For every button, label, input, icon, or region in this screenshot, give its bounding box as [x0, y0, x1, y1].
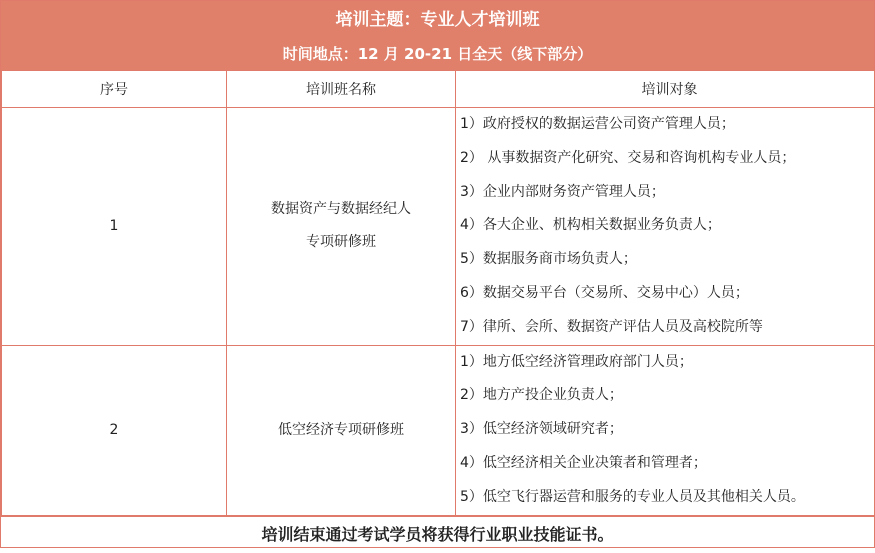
audience-item: 5）低空飞行器运营和服务的专业人员及其他相关人员。	[460, 481, 875, 515]
class-name-cell	[227, 108, 456, 346]
audience-item: 3）低空经济领域研究者；	[460, 413, 875, 447]
audience-item: 4）各大企业、机构相关数据业务负责人；	[460, 209, 875, 243]
audience-item: 3）企业内部财务资产管理人员；	[460, 176, 875, 210]
audience-item: 4）低空经济相关企业决策者和管理者；	[460, 447, 875, 481]
table-header-row	[2, 71, 875, 108]
class-name-line: 专项研修班	[228, 226, 454, 259]
row-number: 2	[2, 345, 227, 515]
audience-item: 1）政府授权的数据运营公司资产管理人员；	[460, 108, 875, 142]
audience-item: 7）律所、会所、数据资产评估人员及高校院所等	[460, 311, 875, 345]
audience-list	[460, 108, 875, 345]
table-row	[2, 108, 875, 346]
column-header-audience: 培训对象	[456, 71, 875, 108]
certificate-note: 培训结束通过考试学员将获得行业职业技能证书。	[1, 516, 874, 553]
audience-item: 1）地方低空经济管理政府部门人员；	[460, 346, 875, 380]
audience-item: 2） 从事数据资产化研究、交易和咨询机构专业人员；	[460, 142, 875, 176]
class-name-cell	[227, 345, 456, 515]
column-header-class-name: 培训班名称	[227, 71, 456, 108]
table-row	[2, 345, 875, 515]
audience-list	[460, 346, 875, 515]
audience-item: 2）地方产投企业负责人；	[460, 379, 875, 413]
audience-cell	[456, 345, 875, 515]
class-name-line: 数据资产与数据经纪人	[228, 193, 454, 226]
row-number: 1	[2, 108, 227, 346]
training-title: 培训主题：专业人才培训班	[1, 1, 874, 39]
audience-cell	[456, 108, 875, 346]
audience-item: 5）数据服务商市场负责人；	[460, 243, 875, 277]
training-table	[1, 70, 875, 516]
column-header-number: 序号	[2, 71, 227, 108]
class-name-line: 低空经济专项研修班	[228, 414, 454, 447]
header-banner	[1, 1, 874, 70]
audience-item: 6）数据交易平台（交易所、交易中心）人员；	[460, 277, 875, 311]
time-location: 时间地点：12 月 20-21 日全天（线下部分）	[1, 39, 874, 70]
